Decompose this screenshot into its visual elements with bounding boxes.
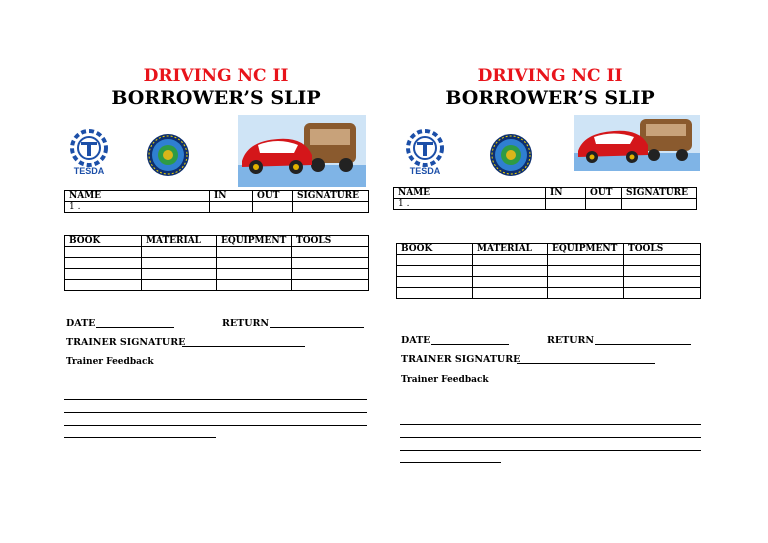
cell[interactable] — [473, 288, 548, 299]
table-row — [397, 266, 701, 277]
return-field[interactable] — [270, 327, 364, 328]
table-row — [65, 191, 369, 202]
cell[interactable] — [397, 288, 473, 299]
tesda-logo-icon — [400, 128, 450, 180]
header-signature: SIGNATURE — [622, 188, 697, 199]
date-field[interactable] — [431, 344, 509, 345]
table-row — [394, 188, 697, 199]
table-row — [397, 255, 701, 266]
trainer-signature-field[interactable] — [182, 346, 305, 347]
cell[interactable] — [142, 269, 217, 280]
feedback-line[interactable] — [400, 424, 701, 425]
header-out: OUT — [586, 188, 622, 199]
table-row — [397, 277, 701, 288]
form-title: BORROWER’S SLIP — [111, 87, 321, 109]
cell[interactable] — [65, 258, 142, 269]
cell[interactable] — [217, 269, 292, 280]
cell[interactable] — [397, 266, 473, 277]
header-signature: SIGNATURE — [293, 191, 369, 202]
borrower-table — [393, 187, 697, 210]
trainer-signature-label: TRAINER SIGNATURE — [401, 354, 521, 365]
cell[interactable] — [473, 277, 548, 288]
cell[interactable] — [292, 247, 369, 258]
cell[interactable] — [624, 255, 701, 266]
return-label: RETURN — [547, 335, 595, 346]
cell[interactable] — [473, 266, 548, 277]
cell[interactable] — [548, 266, 624, 277]
cell[interactable] — [473, 255, 548, 266]
cell[interactable] — [397, 277, 473, 288]
cell[interactable] — [65, 269, 142, 280]
table-row — [65, 247, 369, 258]
program-title: DRIVING NC II — [143, 66, 289, 86]
cell-signature[interactable] — [293, 202, 369, 213]
trainer-signature-label: TRAINER SIGNATURE — [66, 337, 186, 348]
cell[interactable] — [548, 277, 624, 288]
header-out: OUT — [253, 191, 293, 202]
borrower-slip-right — [393, 0, 697, 543]
cell-signature[interactable] — [622, 199, 697, 210]
trainer-feedback-label: Trainer Feedback — [66, 357, 154, 367]
training-center-seal-icon — [146, 133, 190, 181]
cell[interactable] — [292, 258, 369, 269]
table-row — [65, 280, 369, 291]
header-book: BOOK — [397, 244, 473, 255]
cell[interactable] — [65, 247, 142, 258]
trainer-signature-field[interactable] — [517, 363, 655, 364]
cell[interactable] — [292, 269, 369, 280]
feedback-line[interactable] — [64, 425, 367, 426]
cell[interactable] — [65, 280, 142, 291]
table-row — [65, 202, 369, 213]
table-row — [65, 258, 369, 269]
header-tools: TOOLS — [292, 236, 369, 247]
date-field[interactable] — [96, 327, 174, 328]
cell-in[interactable] — [546, 199, 586, 210]
table-row — [397, 244, 701, 255]
cell[interactable] — [624, 266, 701, 277]
tesda-logo-icon — [64, 128, 114, 180]
tesda-logo-text: TESDA — [73, 166, 105, 176]
borrower-slip-left — [64, 0, 368, 543]
date-label: DATE — [66, 318, 96, 329]
feedback-line[interactable] — [400, 437, 701, 438]
header-material: MATERIAL — [142, 236, 217, 247]
cell[interactable] — [397, 255, 473, 266]
return-field[interactable] — [595, 344, 691, 345]
cars-characters-image — [574, 115, 700, 175]
cell[interactable] — [217, 247, 292, 258]
cell[interactable] — [142, 258, 217, 269]
tesda-logo-text: TESDA — [409, 166, 441, 176]
trainer-feedback-label: Trainer Feedback — [401, 375, 489, 385]
borrower-table — [64, 190, 369, 213]
header-equipment: EQUIPMENT — [217, 236, 292, 247]
return-label: RETURN — [222, 318, 270, 329]
row-number: 1 . — [65, 202, 210, 213]
cell[interactable] — [548, 255, 624, 266]
header-in: IN — [546, 188, 586, 199]
header-tools: TOOLS — [624, 244, 701, 255]
cell[interactable] — [142, 247, 217, 258]
cell-out[interactable] — [253, 202, 293, 213]
feedback-line[interactable] — [64, 399, 367, 400]
date-label: DATE — [401, 335, 431, 346]
header-material: MATERIAL — [473, 244, 548, 255]
items-table — [64, 235, 369, 291]
cell[interactable] — [217, 258, 292, 269]
feedback-line[interactable] — [64, 412, 367, 413]
table-row — [65, 269, 369, 280]
table-row — [397, 288, 701, 299]
cell[interactable] — [624, 288, 701, 299]
cell[interactable] — [624, 277, 701, 288]
cell-out[interactable] — [586, 199, 622, 210]
header-name: NAME — [394, 188, 546, 199]
table-row — [394, 199, 697, 210]
header-equipment: EQUIPMENT — [548, 244, 624, 255]
feedback-line[interactable] — [400, 450, 701, 451]
program-title: DRIVING NC II — [477, 66, 623, 86]
cars-characters-image — [238, 115, 366, 191]
cell-in[interactable] — [210, 202, 253, 213]
header-book: BOOK — [65, 236, 142, 247]
row-number: 1 . — [394, 199, 546, 210]
cell[interactable] — [292, 280, 369, 291]
feedback-line[interactable] — [64, 437, 216, 438]
cell[interactable] — [217, 280, 292, 291]
feedback-line[interactable] — [400, 462, 501, 463]
header-in: IN — [210, 191, 253, 202]
header-name: NAME — [65, 191, 210, 202]
items-table — [396, 243, 701, 299]
table-row — [65, 236, 369, 247]
training-center-seal-icon — [489, 133, 533, 181]
form-title: BORROWER’S SLIP — [445, 87, 655, 109]
cell[interactable] — [142, 280, 217, 291]
cell[interactable] — [548, 288, 624, 299]
